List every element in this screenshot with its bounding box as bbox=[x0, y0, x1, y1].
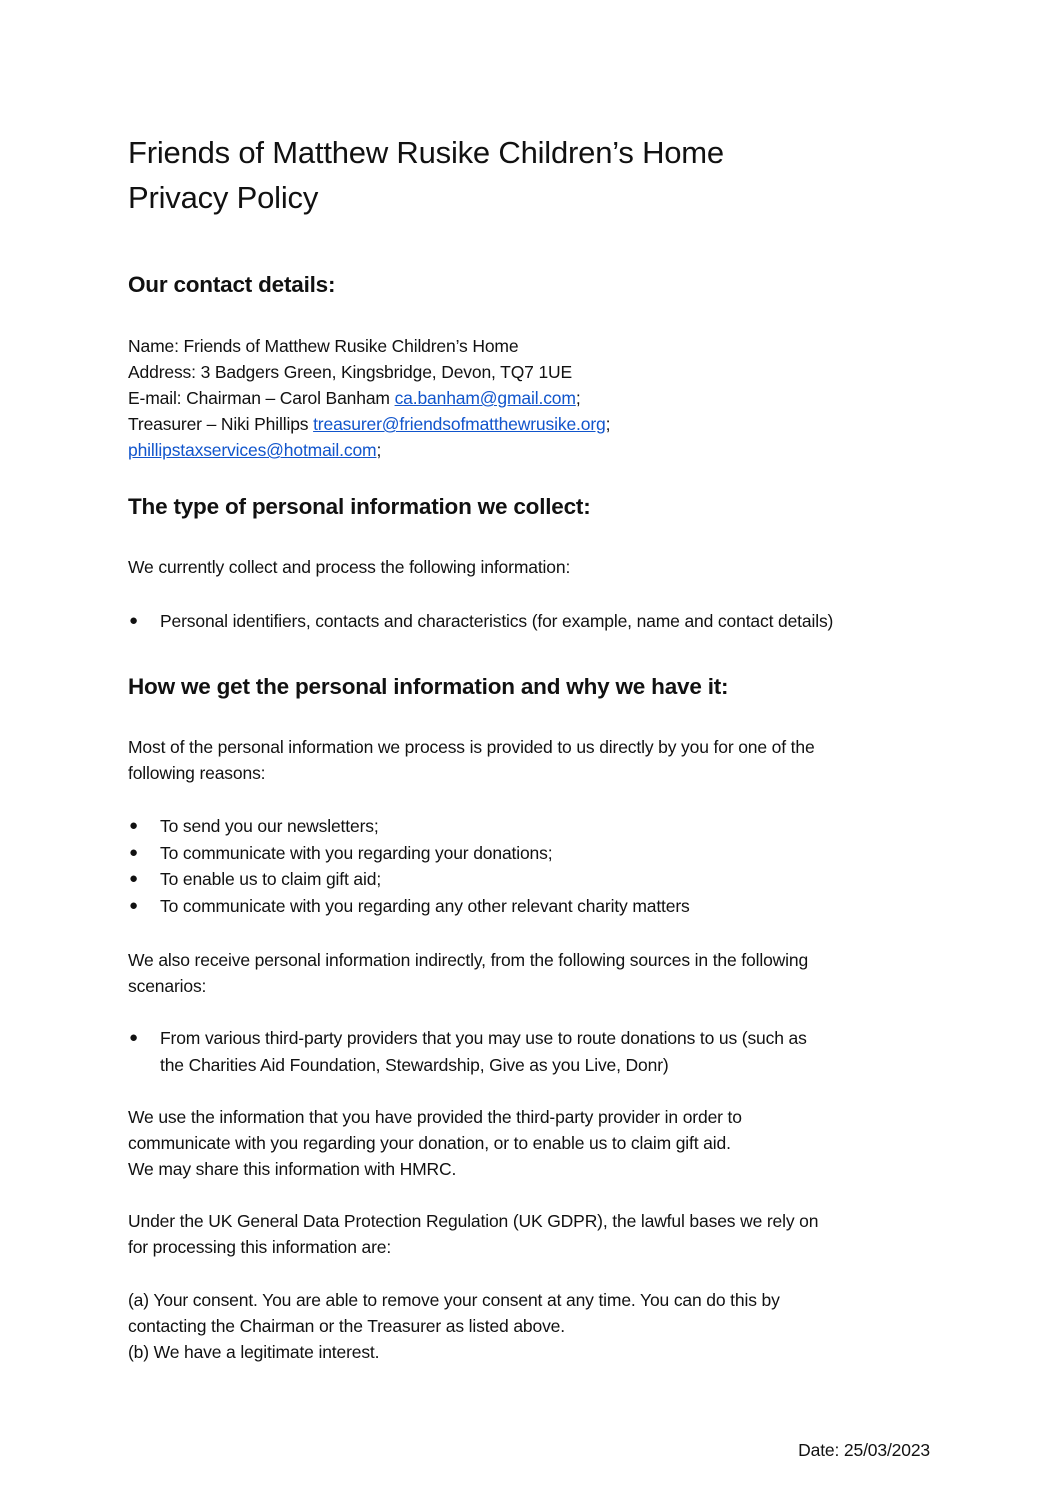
collect-intro: We currently collect and process the following information: bbox=[128, 557, 571, 577]
gdpr-line-2: for processing this information are: bbox=[128, 1237, 392, 1257]
document-title bbox=[128, 130, 724, 220]
sources-list bbox=[128, 1025, 948, 1078]
list-item bbox=[128, 608, 948, 635]
list-item-text: To communicate with you regarding any other relevant charity matters bbox=[160, 895, 690, 916]
contact-heading: Our contact details: bbox=[128, 272, 336, 297]
basis-a-line-2: contacting the Chairman or the Treasurer as listed above. bbox=[128, 1316, 565, 1336]
hotmail-line bbox=[128, 437, 928, 463]
contact-details bbox=[128, 333, 928, 463]
gdpr-paragraph bbox=[128, 1208, 928, 1260]
list-item-text: Personal identifiers, contacts and characteristics (for example, name and contact details) bbox=[160, 611, 834, 631]
contact-name: Name: Friends of Matthew Rusike Children’s Home bbox=[128, 336, 519, 356]
hotmail-email-link[interactable]: phillipstaxservices@hotmail.com bbox=[128, 440, 377, 460]
use-line-1: We use the information that you have provided the third-party provider in order to bbox=[128, 1107, 742, 1127]
sources-line-2: the Charities Aid Foundation, Stewardship, Give as you Live, Donr) bbox=[160, 1054, 669, 1075]
use-paragraph bbox=[128, 1104, 928, 1182]
gdpr-line-1: Under the UK General Data Protection Regulation (UK GDPR), the lawful bases we rely on bbox=[128, 1211, 819, 1231]
basis-b: (b) We have a legitimate interest. bbox=[128, 1342, 380, 1362]
treasurer-email-link[interactable]: treasurer@friendsofmatthewrusike.org bbox=[313, 414, 606, 434]
document-date: Date: 25/03/2023 bbox=[798, 1440, 930, 1460]
how-intro bbox=[128, 734, 928, 786]
bullet-icon: ● bbox=[129, 870, 138, 887]
separator: ; bbox=[605, 414, 611, 434]
bullet-icon: ● bbox=[129, 1029, 138, 1046]
separator: ; bbox=[575, 388, 581, 408]
email-prefix: E-mail: Chairman – Carol Banham bbox=[128, 388, 395, 408]
contact-email-line bbox=[128, 385, 928, 411]
title-line-2: Privacy Policy bbox=[128, 180, 319, 215]
how-intro-line-2: following reasons: bbox=[128, 763, 266, 783]
separator: ; bbox=[376, 440, 382, 460]
list-item-text: To send you our newsletters; bbox=[160, 816, 379, 836]
list-item bbox=[128, 1025, 948, 1078]
how-heading: How we get the personal information and why we have it: bbox=[128, 674, 729, 699]
chairman-email-link[interactable]: ca.banham@gmail.com bbox=[394, 388, 576, 408]
indirect-line-1: We also receive personal information indirectly, from the following sources in the following bbox=[128, 950, 809, 970]
list-item bbox=[128, 840, 948, 867]
use-line-3: We may share this information with HMRC. bbox=[128, 1159, 457, 1179]
indirect-paragraph bbox=[128, 947, 928, 999]
contact-address: Address: 3 Badgers Green, Kingsbridge, Devon, TQ7 1UE bbox=[128, 362, 573, 382]
bullet-icon: ● bbox=[129, 817, 138, 834]
collect-list bbox=[128, 608, 948, 635]
title-line-1: Friends of Matthew Rusike Children’s Home bbox=[128, 135, 724, 170]
list-item bbox=[128, 813, 948, 840]
indirect-line-2: scenarios: bbox=[128, 976, 207, 996]
bullet-icon: ● bbox=[129, 843, 138, 861]
list-item bbox=[128, 893, 948, 920]
collect-heading: The type of personal information we collect: bbox=[128, 494, 591, 519]
basis-a-line-1: (a) Your consent. You are able to remove your consent at any time. You can do this by bbox=[128, 1290, 780, 1310]
sources-line-1: From various third-party providers that you may use to route donations to us (such as bbox=[160, 1028, 807, 1048]
use-line-2: communicate with you regarding your donation, or to enable us to claim gift aid. bbox=[128, 1133, 731, 1153]
list-item-text bbox=[160, 1025, 948, 1078]
bullet-icon: ● bbox=[129, 896, 138, 914]
treasurer-line bbox=[128, 411, 928, 437]
reasons-list bbox=[128, 813, 948, 919]
how-intro-line-1: Most of the personal information we process is provided to us directly by you for one of the bbox=[128, 737, 815, 757]
treasurer-prefix: Treasurer – Niki Phillips bbox=[128, 414, 314, 434]
list-item bbox=[128, 866, 948, 893]
list-item-text: To communicate with you regarding your donations; bbox=[160, 842, 553, 863]
lawful-bases bbox=[128, 1287, 928, 1365]
bullet-icon: ● bbox=[129, 612, 138, 629]
list-item-text: To enable us to claim gift aid; bbox=[160, 869, 382, 889]
